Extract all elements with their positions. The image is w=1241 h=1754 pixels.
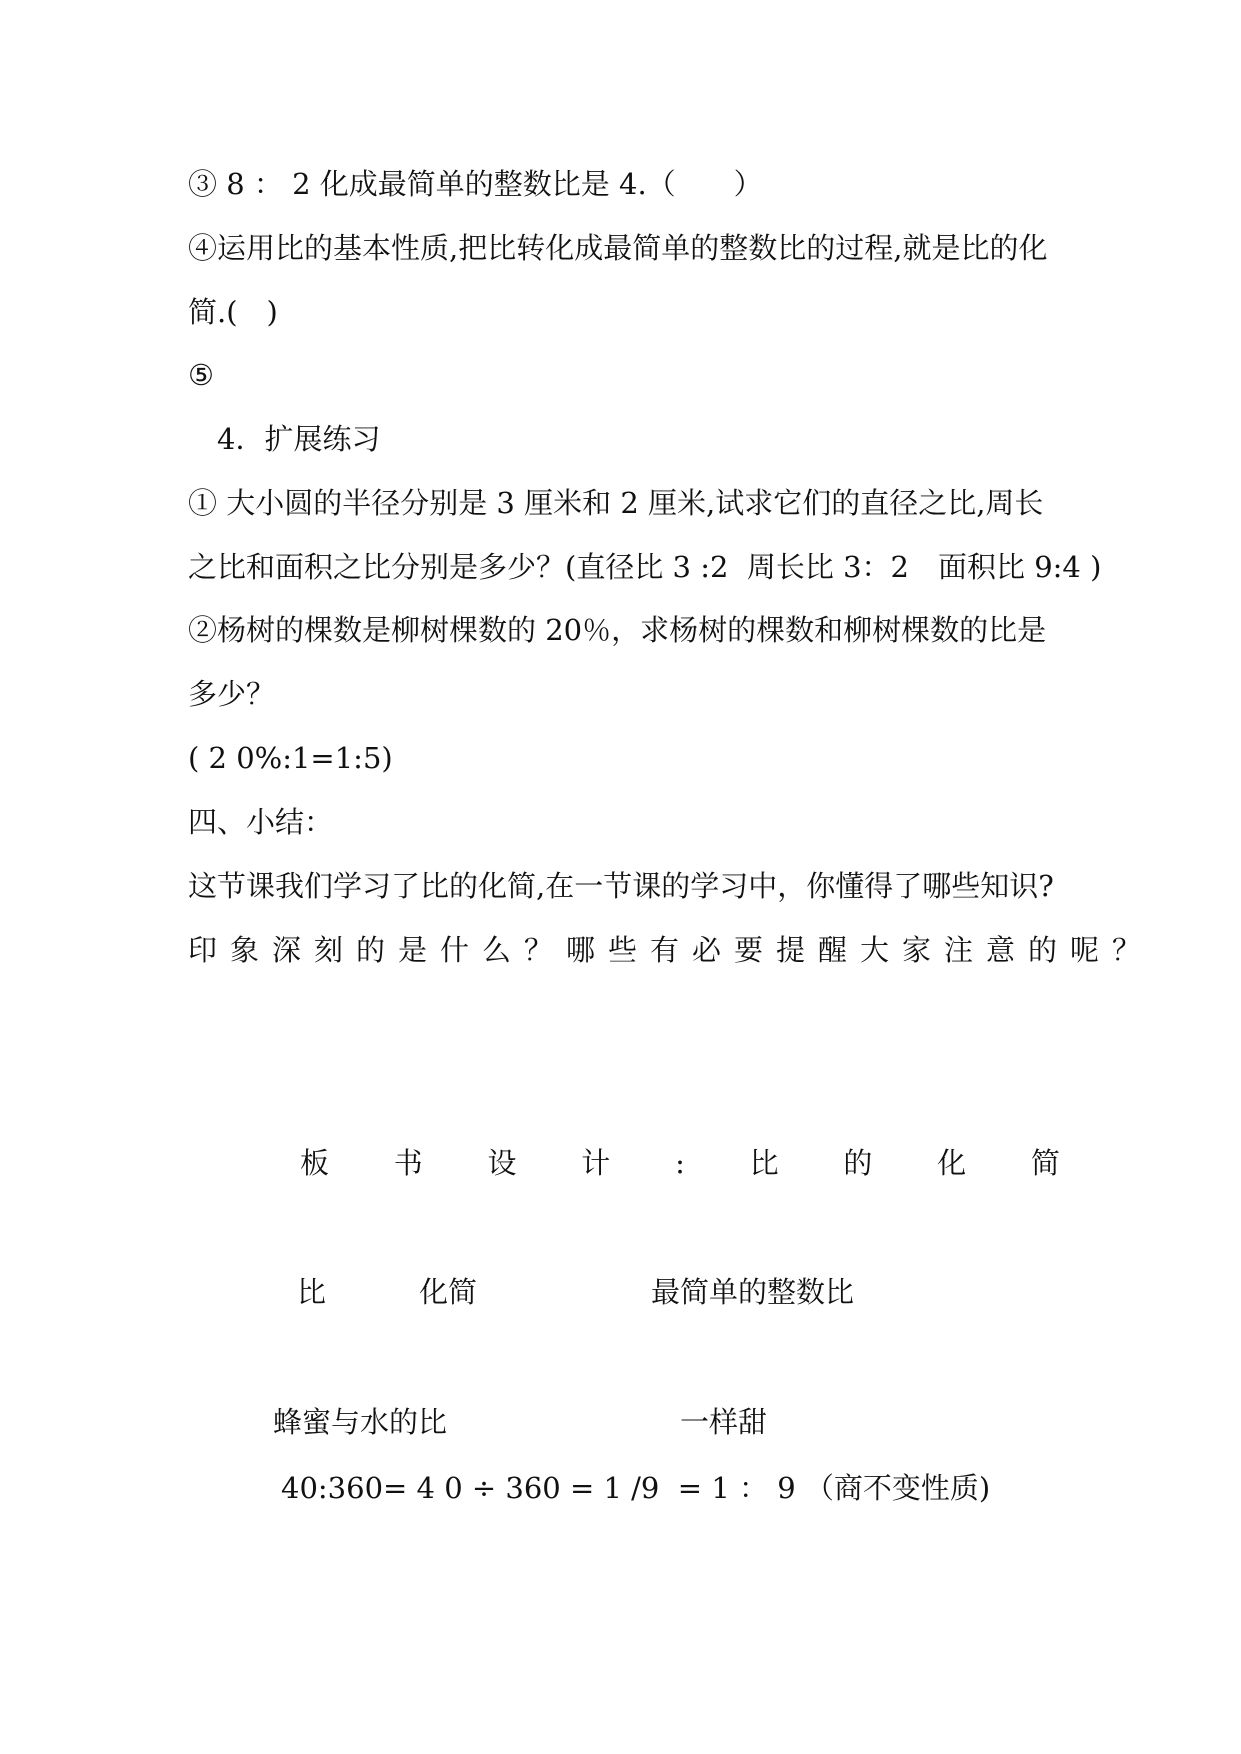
question-5-line: ⑤ <box>188 358 214 392</box>
board-row1-ratio: 比 <box>297 1275 327 1309</box>
question-4-line-1: ④运用比的基本性质,把比转化成最简单的整数比的过程,就是比的化 <box>188 231 1048 265</box>
board-row2-same-sweet: 一样甜 <box>680 1405 768 1439</box>
board-formula: 40:360= 4 0 ÷ 360 = 1 /9 = 1 ： 9 （商不变性质) <box>281 1471 991 1505</box>
summary-heading: 四、小结： <box>188 805 334 839</box>
question-4-line-2: 简.( ) <box>188 295 278 329</box>
board-row2-honey-water: 蜂蜜与水的比 <box>273 1405 448 1439</box>
exercise-1-line-1: ① 大小圆的半径分别是 3 厘米和 2 厘米,试求它们的直径之比,周长 <box>188 486 1044 520</box>
board-row1-simplest-ratio: 最简单的整数比 <box>651 1275 855 1309</box>
summary-line-1: 这节课我们学习了比的化简,在一节课的学习中，你懂得了哪些知识? <box>188 869 1054 903</box>
board-title-char: 计 <box>581 1146 611 1180</box>
board-title-char: 设 <box>487 1146 517 1180</box>
exercise-2-answer: ( 2 0%:1=1:5) <box>188 741 393 775</box>
board-title-char: 简 <box>1030 1146 1060 1180</box>
board-title-char: 书 <box>393 1146 423 1180</box>
summary-line-2: 印象深刻的是什么？哪些有必要提醒大家注意的呢？ <box>188 933 1155 967</box>
question-3-line: ③ 8 ： 2 化成最简单的整数比是 4.（ ） <box>188 167 763 201</box>
board-title-char: 的 <box>843 1146 873 1180</box>
exercise-1-line-2: 之比和面积之比分别是多少？(直径比 3 :2 周长比 3：2 面积比 9:4 ) <box>188 550 1102 584</box>
section-4-heading: 4．扩展练习 <box>188 422 381 456</box>
board-title-char: 化 <box>937 1146 967 1180</box>
board-row1-simplify: 化简 <box>419 1275 478 1309</box>
board-title-char: 板 <box>300 1146 330 1180</box>
exercise-2-line-2: 多少？ <box>188 677 276 711</box>
board-title-char: 比 <box>749 1146 779 1180</box>
exercise-2-line-1: ②杨树的棵数是柳树棵数的 20％，求杨树的棵数和柳树棵数的比是 <box>188 613 1047 647</box>
board-title-char: : <box>675 1146 685 1180</box>
board-design-title <box>300 1143 1060 1183</box>
